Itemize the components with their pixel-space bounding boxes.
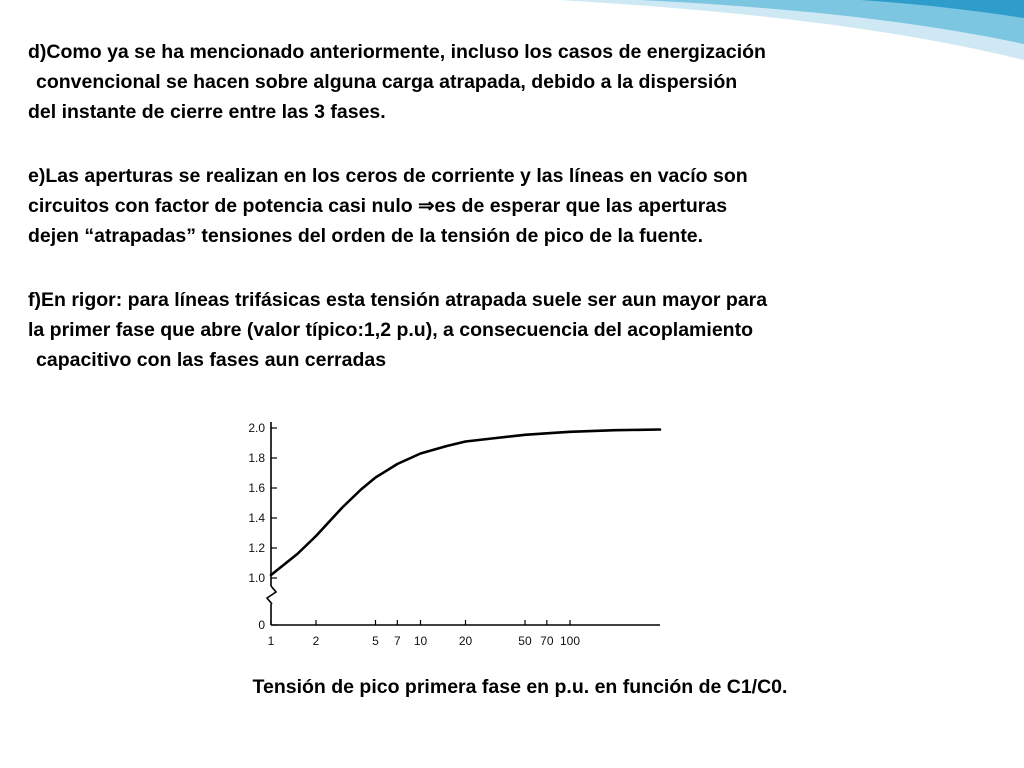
y-tick-label: 2.0 — [248, 421, 265, 435]
y-tick-label: 1.2 — [248, 541, 265, 555]
x-tick-label: 5 — [372, 634, 379, 648]
y-tick-label: 0 — [258, 618, 265, 632]
x-tick-label: 50 — [518, 634, 532, 648]
paragraph-line: convencional se hacen sobre alguna carga atrapada, debido a la dispersión — [36, 71, 738, 93]
y-tick-label: 1.4 — [248, 511, 265, 525]
x-tick-label: 7 — [393, 634, 401, 648]
x-tick-label: 1 — [267, 634, 275, 648]
paragraph-line: d)Como ya se ha mencionado anteriormente, incluso los casos de energización — [28, 41, 766, 63]
paragraph-d — [28, 37, 1008, 127]
y-tick-label: 1.6 — [248, 481, 265, 495]
x-tick-label: 2 — [312, 634, 320, 648]
paragraph-line: circuitos con factor de potencia casi nulo ⇒es de esperar que las aperturas — [28, 195, 728, 217]
paragraph-line: dejen “atrapadas” tensiones del orden de la tensión de pico de la fuente. — [28, 225, 704, 247]
paragraph-line: e)Las aperturas se realizan en los ceros de corriente y las líneas en vacío son — [28, 165, 748, 187]
x-tick-label: 20 — [458, 634, 473, 648]
y-tick-label: 1.0 — [248, 571, 265, 585]
chart-caption: Tensión de pico primera fase en p.u. en función de C1/C0. — [252, 676, 788, 698]
x-tick-label: 10 — [413, 634, 428, 648]
peak-voltage-chart — [228, 398, 673, 656]
paragraph-line: capacitivo con las fases aun cerradas — [36, 349, 387, 371]
paragraph-line: del instante de cierre entre las 3 fases. — [28, 101, 386, 123]
paragraph-e — [28, 161, 1008, 251]
x-tick-label: 70 — [540, 634, 554, 648]
x-tick-label: 100 — [559, 634, 581, 648]
chart-background — [228, 398, 673, 656]
paragraph-line: f)En rigor: para líneas trifásicas esta tensión atrapada suele ser aun mayor para — [28, 289, 768, 311]
y-tick-label: 1.8 — [248, 451, 265, 465]
paragraph-line: la primer fase que abre (valor típico:1,2 p.u), a consecuencia del acoplamiento — [28, 319, 753, 341]
paragraph-f — [28, 285, 1008, 375]
